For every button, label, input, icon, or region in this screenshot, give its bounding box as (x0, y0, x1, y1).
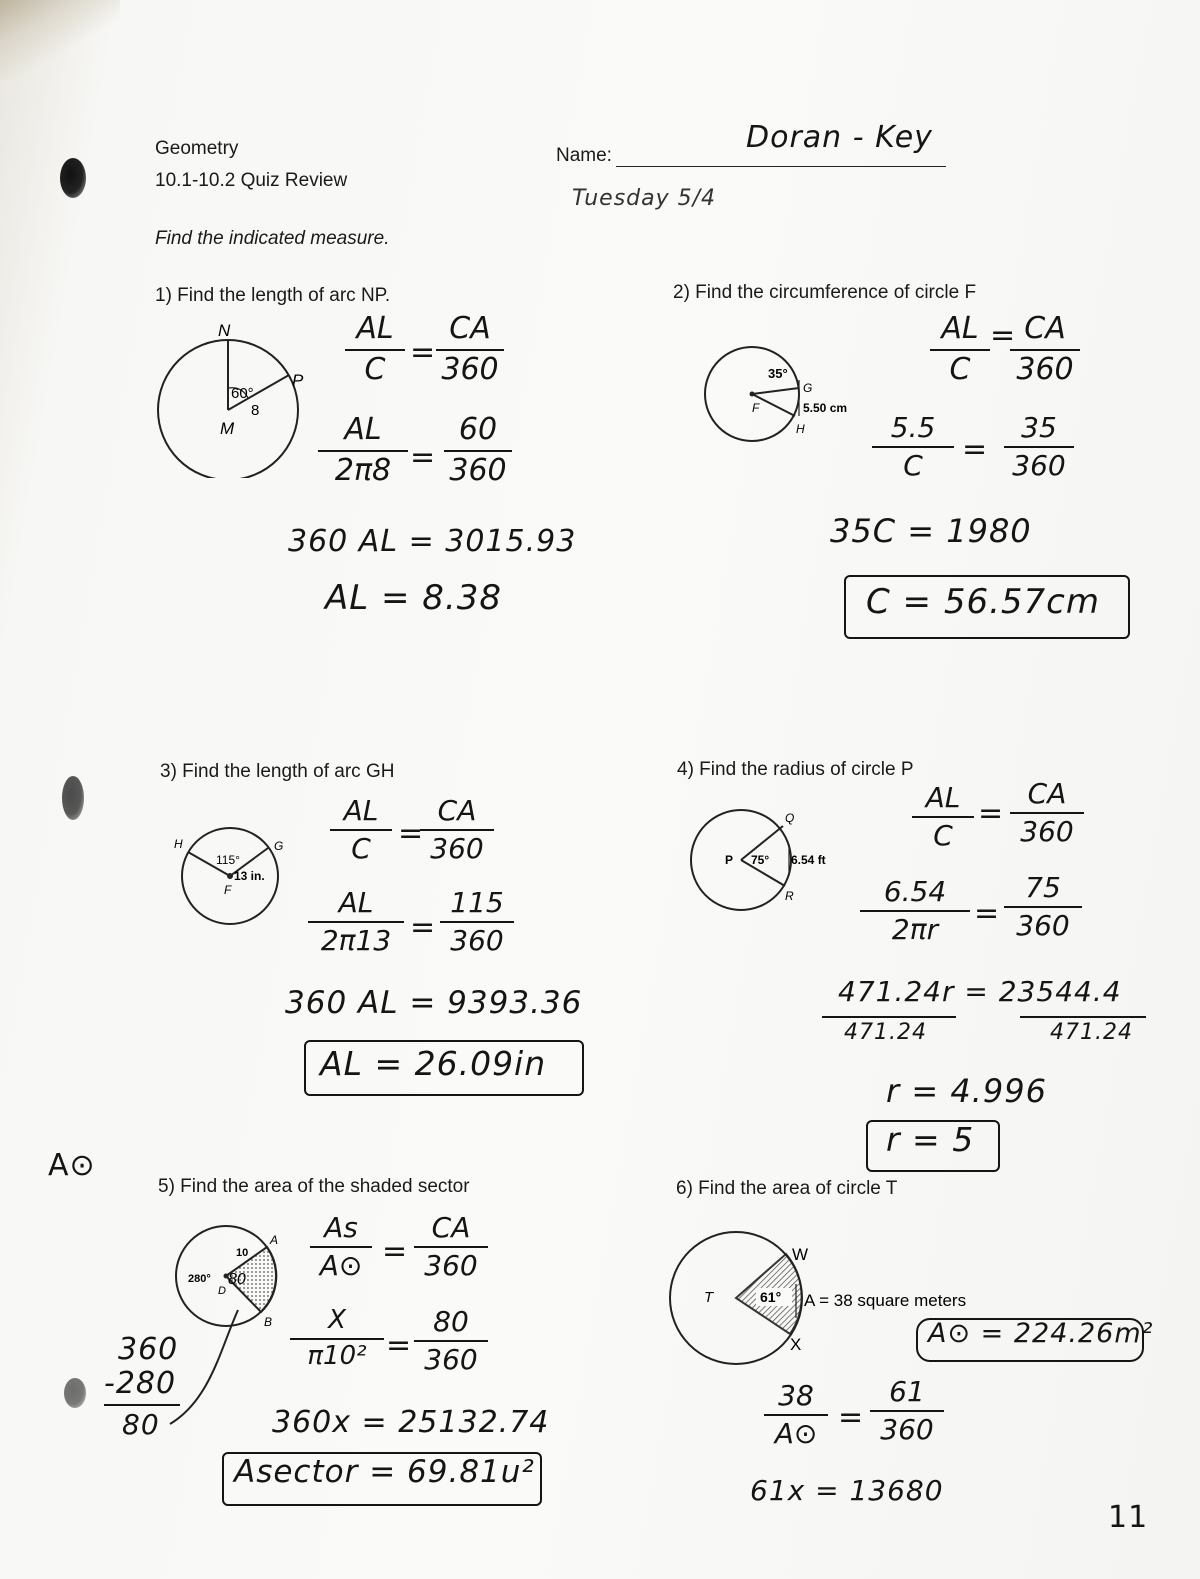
fraction: 75 360 (1004, 872, 1082, 942)
binder-hole (60, 158, 86, 198)
fraction: 35 360 (1004, 412, 1074, 482)
fraction: X π10² (290, 1306, 384, 1372)
angle-label: 60° (231, 385, 254, 402)
work-line: 471.24r = 23544.4 (838, 975, 1122, 1008)
answer: AL = 26.09in (320, 1044, 547, 1083)
label-w: W (792, 1245, 809, 1264)
label-r: R (785, 889, 794, 903)
fraction: AL C (912, 782, 974, 852)
label-f: F (224, 883, 232, 897)
fraction: 80 360 (414, 1306, 488, 1376)
work-line: 360 AL = 3015.93 (288, 524, 577, 559)
measure-label: 6.54 ft (791, 853, 826, 867)
circle-f-arc-diagram (168, 822, 298, 942)
side-work: 80 (122, 1408, 160, 1441)
fraction: 115 360 (440, 887, 514, 957)
side-work: -280 (104, 1366, 177, 1401)
label-h: H (174, 837, 183, 851)
work-line: r = 4.996 (886, 1072, 1047, 1110)
label-b: B (264, 1315, 273, 1329)
answer: r = 5 (886, 1120, 975, 1159)
divisor: 471.24 (1050, 1020, 1133, 1045)
fraction: 6.54 2πr (860, 876, 970, 946)
fraction: 38 A⊙ (764, 1380, 828, 1450)
radius-label: 13 in. (234, 869, 265, 883)
label-t: T (704, 1289, 714, 1306)
problem-3-prompt: 3) Find the length of arc GH (160, 761, 395, 782)
circle-f-diagram (700, 340, 860, 450)
fraction: 60 360 (444, 413, 512, 488)
name-label: Name: (556, 145, 612, 166)
label-g: G (274, 839, 284, 853)
fraction: AL C (330, 795, 392, 865)
radius-label: 8 (251, 402, 260, 419)
fraction: 5.5 C (872, 412, 954, 482)
name-line (616, 166, 946, 167)
label-f: F (752, 401, 760, 415)
fraction: AL C (345, 312, 405, 387)
student-name: Doran - Key (746, 120, 933, 155)
fraction: CA 360 (414, 1212, 488, 1282)
label-a: A (270, 1233, 279, 1247)
problem-2-prompt: 2) Find the circumference of circle F (673, 282, 977, 303)
label-q: Q (785, 811, 795, 825)
answer: Asector = 69.81u² (234, 1454, 535, 1490)
label-h: H (796, 422, 805, 436)
binder-hole (62, 776, 84, 820)
label-n: N (218, 321, 231, 340)
measure-label: 5.50 cm (803, 401, 848, 415)
problem-6-prompt: 6) Find the area of circle T (676, 1178, 898, 1199)
problem-1-prompt: 1) Find the length of arc NP. (155, 285, 391, 306)
side-note: A⊙ (48, 1148, 96, 1183)
label-d: D (218, 1285, 226, 1297)
problem-4-prompt: 4) Find the radius of circle P (677, 759, 914, 780)
side-work: 360 (118, 1332, 179, 1367)
angle-label: 280° (188, 1273, 211, 1285)
fraction: 61 360 (870, 1376, 944, 1446)
circle-m-diagram (150, 318, 320, 478)
fraction: CA 360 (1010, 312, 1080, 387)
paper-fold-shadow (0, 0, 120, 80)
angle-label: 115° (216, 853, 240, 867)
answer: AL = 8.38 (325, 578, 503, 618)
work-line: 61x = 13680 (750, 1474, 944, 1507)
fraction: AL 2π8 (318, 413, 408, 488)
label-p: P (292, 371, 304, 390)
given-area: A = 38 square meters (804, 1291, 967, 1310)
fraction: CA 360 (436, 312, 504, 387)
circle-p-diagram (685, 804, 845, 924)
label-p: P (725, 853, 734, 867)
quiz-subtitle: 10.1-10.2 Quiz Review (155, 170, 348, 191)
fraction: CA 360 (1010, 778, 1084, 848)
work-line: 360 AL = 9393.36 (285, 985, 583, 1021)
label-x: X (790, 1335, 802, 1354)
page-number: 11 (1108, 1500, 1149, 1535)
work-line: 360x = 25132.74 (272, 1405, 550, 1440)
fraction: AL C (930, 312, 990, 387)
course-title: Geometry (155, 138, 239, 159)
angle-label: 35° (768, 366, 788, 381)
answer: A⊙ = 224.26m² (928, 1318, 1154, 1349)
answer: C = 56.57cm (866, 582, 1100, 622)
work-line: 35C = 1980 (830, 512, 1032, 550)
fraction: CA 360 (420, 795, 494, 865)
angle-label: 75° (751, 853, 770, 867)
date-note: Tuesday 5/4 (572, 186, 717, 211)
angle-label: 61° (760, 1289, 782, 1305)
divisor: 471.24 (844, 1020, 927, 1045)
instructions: Find the indicated measure. (155, 228, 390, 249)
radius-label: 10 (236, 1247, 249, 1259)
problem-5-prompt: 5) Find the area of the shaded sector (158, 1176, 470, 1197)
fraction: AL 2π13 (308, 887, 404, 957)
label-g: G (803, 381, 813, 395)
worksheet-page: Geometry 10.1-10.2 Quiz Review Name: Doran - Key Tuesday 5/4 Find the indicated measure. 1) Find the length of arc NP. N P M 60° 8 AL C = CA 360 AL 2π8 = 60 360 360 AL = 3015.93 AL = 8.38 2) Find the circumference of circle F 35° F G 5.50 cm H AL C = CA 360 5.5 C = 35 360 35C = 1980 C = 56.57cm 3) Find the length of arc GH H G F 115° 13 in. AL C = CA 360 AL 2π13 = 115 360 360 AL = 9393.36 AL = 26.09in 4) Find the radius of circle P P 75° Q 6.54 ft R AL C = CA 360 6.54 2πr = 75 360 471.24r = 23544.4 471.24 471.24 r = 4.996 r = 5 A⊙ 5) Find the area of the shaded sector 280° 10 A B D 80 360 -280 80 As A⊙ = CA 360 X π10² = 80 360 360x = 25132.74 Asector = 69.81u² 6) Find the area of circle T T 61° W X A = 38 square meters A⊙ = 224.26m² 38 A⊙ = 61 360 61x = 13680 11 (0, 0, 1200, 1579)
shaded-angle: 80 (228, 1271, 246, 1288)
fraction: As A⊙ (310, 1212, 372, 1282)
label-m: M (220, 419, 235, 438)
binder-hole (64, 1378, 86, 1408)
